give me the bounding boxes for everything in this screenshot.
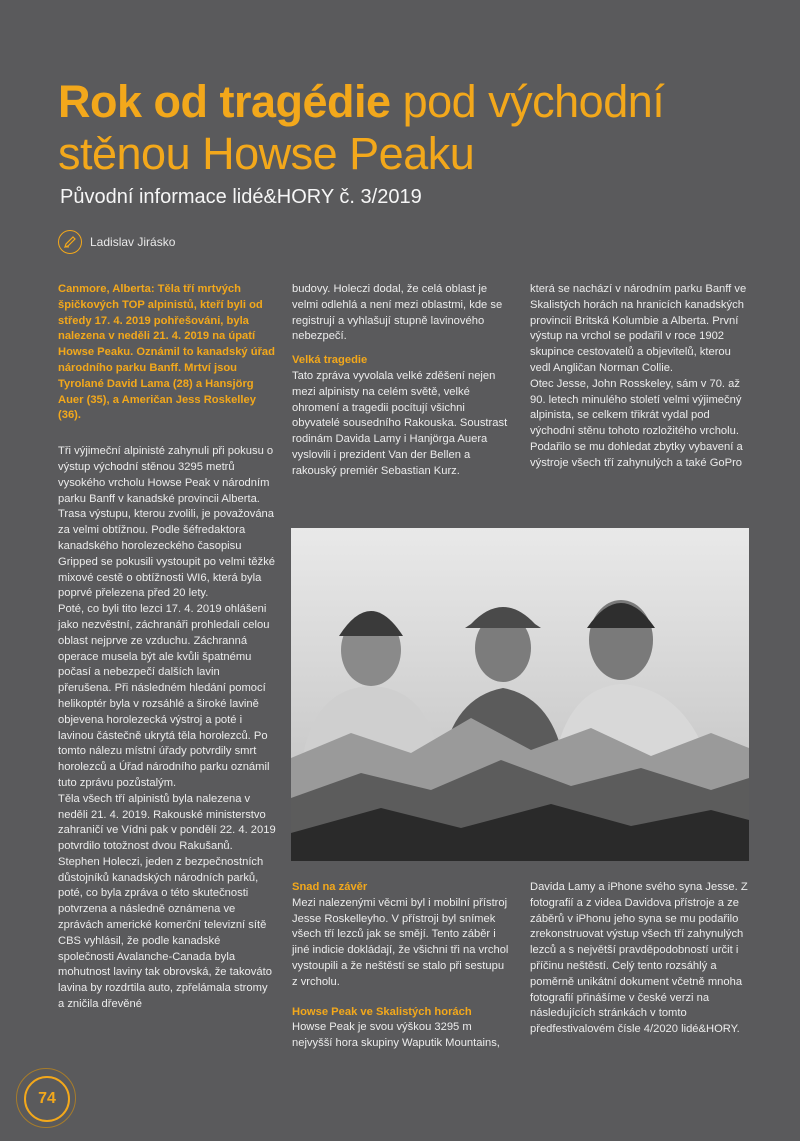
byline xyxy=(58,230,175,254)
paragraph: Davida Lamy a iPhone svého syna Jesse. Z fotografií a z videa Davidova přístroje a ze záběrů v iPhonu jeho syna se mu podařilo zrekonstruovat výstup všech tří zahynulých lezců a s největší pravděpodobností určit i příčinu neštěstí. Celý tento rozsáhlý a poměrně unikátní dokument včetně mnoha fotografií přinášíme v české verzi na následujících stránkách v tomto předfestivalovém čísle 4/2020 lidé&HORY. xyxy=(530,881,748,1036)
article-title xyxy=(58,76,778,180)
paragraph: Otec Jesse, John Rosskeley, sám v 70. až 90. letech minulého století velmi výjimečný alpinista, se celkem třikrát vydal pod východní stěnu tohoto rozložitého vrcholu. Podařilo se mu dohledat zbytky vybavení a výstroje všech tří zahynulých a také GoPro xyxy=(530,377,743,469)
article-subtitle: Původní informace lidé&HORY č. 3/2019 xyxy=(60,186,422,208)
article-title-bold: Rok od tragédie xyxy=(58,76,391,127)
paragraph: Tato zpráva vyvolala velké zděšení nejen mezi alpinisty na celém světě, velké ohromení a tragedii pocítují všichni obyvatelé sousedního Rakouska. Soustrast rodinám Davida Lamy i Hanjörga Auera vyslovili i prezident Van der Bellen a rakouský premiér Sebastian Kurz. xyxy=(292,369,508,477)
section-heading: Velká tragedie xyxy=(292,354,368,367)
paragraph: Těla všech tří alpinistů byla nalezena v neděli 21. 4. 2019. Rakouské ministerstvo zahraničí ve Vídni pak v pondělí 22. 4. 2019 potvrdilo totožnost dvou Rakušanů. xyxy=(58,792,276,853)
pen-icon xyxy=(58,230,82,254)
lead-paragraph: Canmore, Alberta: Těla tří mrtvých špičkových TOP alpinistů, kteří byli od středy 17. 4. 2019 pohřešováni, byla nalezena v neděli 21. 4. 2019 na úpatí Howse Peaku. Oznámil to kanadský úřad národního parku Banff. Mrtví jsou Tyrolané David Lama (28) a Hansjörg Auer (35), a Američan Jess Roskelley (36). xyxy=(58,283,275,422)
author-name: Ladislav Jirásko xyxy=(90,235,176,249)
paragraph: budovy. Holeczi dodal, že celá oblast je velmi odlehlá a není mezi oblastmi, kde se registrují a vyhlašují stupně lavinového nebezpečí. xyxy=(292,283,503,343)
paragraph: Poté, co byli tito lezci 17. 4. 2019 ohlášeni jako nezvěstní, záchranáři prohledali celou oblast nejprve ze vzduchu. Záchranná operace musela být ale kvůli špatnému počasí a nebezpečí dalších lavin přerušena. Při následném hledání pomocí helikoptér byla v rozsáhlé a široké lavině objevena horolezecká výstroj a poté i lavinou částečně ukrytá těla horolezců. Po tomto nálezu místní úřady potvrdily smrt horolezců a Úřad národního parku oznámil tuto zprávu pozůstalým. xyxy=(58,603,270,789)
paragraph: která se nachází v národním parku Banff ve Skalistých horách na hranicích kanadských provincií Britská Kolumbie a Alberta. První výstup na vrchol se podařil v roce 1902 skupince cestovatelů a objevitelů, kterou vedl Angličan Norman Collie. xyxy=(530,283,747,374)
column-2 xyxy=(292,282,510,480)
article-title-rest: pod východní stěnou Howse Peaku xyxy=(58,76,665,179)
column-4 xyxy=(292,880,510,1052)
column-5 xyxy=(530,880,750,1038)
paragraph: Mezi nalezenými věcmi byl i mobilní přístroj Jesse Roskelleyho. V přístroji byl snímek všech tří lezců jak se smějí. Tento záběr i jiné indicie dokládají, že všichni tři na vrchol vystoupili a že neštěstí se stalo při sestupu z vrcholu. xyxy=(292,896,509,988)
climbers-photo xyxy=(291,528,749,861)
paragraph: Tři výjimeční alpinisté zahynuli při pokusu o výstup východní stěnou 3295 metrů vysokého vrcholu Howse Peak v národním parku Banff v kanadské provincii Alberta. Trasa výstupu, kterou zvolili, je považována za velmi obtížnou. Podle šéfredaktora kanadského horolezeckého časopisu Gripped se pokusili vystoupit po velmi těžké mixové cestě o obtížnosti WI6, která byla poprvé přelezena před 20 lety. xyxy=(58,445,276,600)
paragraph: Howse Peak je svou výškou 3295 m nejvyšší hora skupiny Waputik Mountains, xyxy=(292,1021,500,1050)
page-number: 74 xyxy=(24,1076,70,1122)
section-heading: Snad na závěr xyxy=(292,881,368,893)
column-3 xyxy=(530,282,750,472)
column-1 xyxy=(58,282,276,1013)
paragraph: Stephen Holeczi, jeden z bezpečnostních důstojníků kanadských národních parků, poté, co byla zpráva o této skutečnosti potvrzena a následně oznámena ve zprávách americké komerční televizní sítě CBS vyhlásil, že podle kanadské společnosti Avalanche-Canada byla mohutnost laviny tak obrovská, že takováto lavina by rozdrtila auto, zpřelámala stromy a zničila dřevěné xyxy=(58,855,272,1011)
section-heading: Howse Peak ve Skalistých horách xyxy=(292,1005,472,1018)
